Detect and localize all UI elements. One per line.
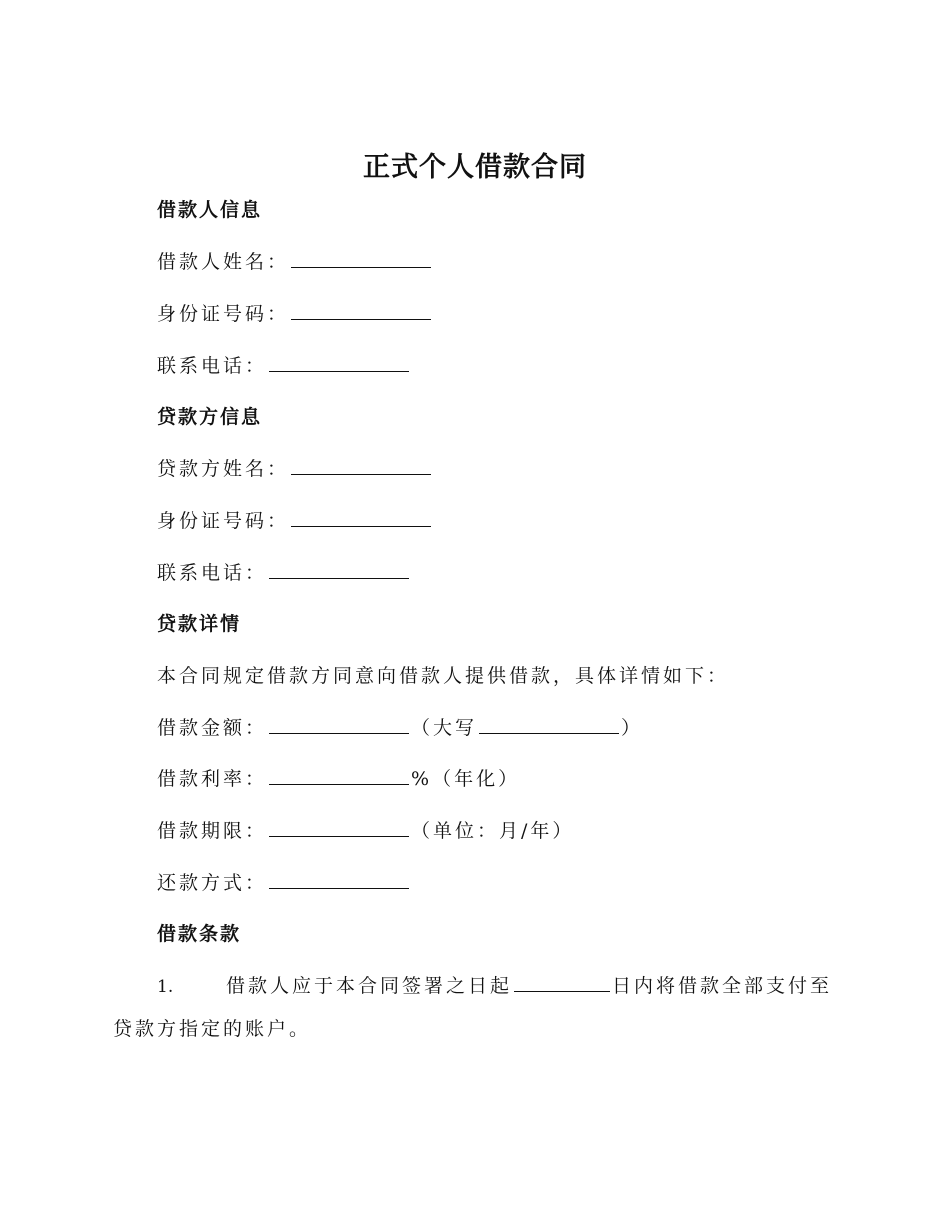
loan-rate-blank[interactable] <box>269 764 409 785</box>
loan-amount-caps-blank[interactable] <box>479 713 619 734</box>
lender-id-label: 身份证号码： <box>157 510 290 532</box>
borrower-id-label: 身份证号码： <box>157 303 290 325</box>
lender-name-row <box>157 454 433 484</box>
borrower-phone-blank[interactable] <box>269 351 409 372</box>
borrower-name-blank[interactable] <box>291 247 431 268</box>
loan-details-heading: 贷款详情 <box>157 613 242 635</box>
lender-name-blank[interactable] <box>291 454 431 475</box>
lender-id-blank[interactable] <box>291 506 431 527</box>
document-title: 正式个人借款合同 <box>363 152 587 183</box>
borrower-name-row <box>157 247 433 277</box>
borrower-id-row <box>157 299 433 329</box>
clause-1-text-part2: 日内将借款全部支付至 <box>612 975 833 997</box>
loan-term-suffix: （单位：月/年） <box>411 820 575 842</box>
loan-amount-caps-close: ） <box>621 717 644 739</box>
loan-term-blank[interactable] <box>269 816 409 837</box>
loan-amount-row <box>157 713 643 743</box>
repayment-method-row <box>157 868 411 898</box>
loan-rate-row <box>157 764 520 794</box>
borrower-section-heading: 借款人信息 <box>157 199 263 221</box>
loan-term-label: 借款期限： <box>157 820 268 842</box>
loan-details-intro: 本合同规定借款方同意向借款人提供借款，具体详情如下： <box>157 665 730 687</box>
clause-1-line-2: 贷款方指定的账户。 <box>113 1018 312 1040</box>
lender-phone-row <box>157 558 411 588</box>
loan-amount-caps-open: （大写 <box>411 717 478 739</box>
clause-1-line-1 <box>226 971 832 1001</box>
lender-phone-label: 联系电话： <box>157 562 268 584</box>
clause-1-text-part1: 借款人应于本合同签署之日起 <box>226 975 513 997</box>
repayment-method-blank[interactable] <box>269 868 409 889</box>
loan-terms-heading: 借款条款 <box>157 923 242 945</box>
lender-id-row <box>157 506 433 536</box>
borrower-phone-row <box>157 351 411 381</box>
lender-section-heading: 贷款方信息 <box>157 406 263 428</box>
borrower-id-blank[interactable] <box>291 299 431 320</box>
borrower-name-label: 借款人姓名： <box>157 251 290 273</box>
clause-1-number: 1. <box>157 977 174 997</box>
loan-amount-label: 借款金额： <box>157 717 268 739</box>
loan-term-row <box>157 816 574 846</box>
clause-1-days-blank[interactable] <box>514 971 610 992</box>
loan-amount-blank[interactable] <box>269 713 409 734</box>
lender-name-label: 贷款方姓名： <box>157 458 290 480</box>
repayment-method-label: 还款方式： <box>157 872 268 894</box>
loan-rate-label: 借款利率： <box>157 768 268 790</box>
loan-rate-suffix: %（年化） <box>411 768 521 790</box>
borrower-phone-label: 联系电话： <box>157 355 268 377</box>
lender-phone-blank[interactable] <box>269 558 409 579</box>
